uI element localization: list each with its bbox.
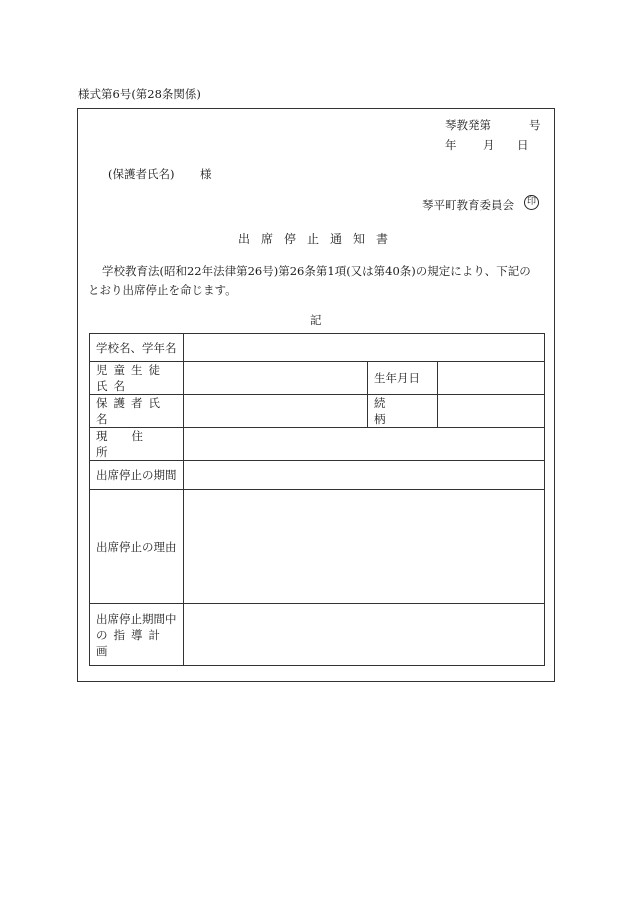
row-address <box>90 428 545 461</box>
label-relationship: 続柄 <box>368 395 438 428</box>
value-birth-date[interactable] <box>438 362 545 395</box>
issue-number <box>445 117 541 133</box>
form-number: 様式第6号(第28条関係) <box>78 87 201 101</box>
row-reason <box>90 490 545 604</box>
addressee <box>108 166 212 182</box>
label-address: 現住所 <box>90 428 184 461</box>
label-guidance <box>90 604 184 666</box>
issue-number-prefix: 琴教発第 <box>445 118 491 132</box>
document-title: 出席停止通知書 <box>238 232 400 246</box>
ki-heading: 記 <box>310 313 322 327</box>
label-guidance-line2: の指導計画 <box>96 627 166 658</box>
label-school-grade: 学校名、学年名 <box>90 334 184 362</box>
value-reason[interactable] <box>184 490 545 604</box>
label-reason: 出席停止の理由 <box>90 490 184 604</box>
row-guardian <box>90 395 545 428</box>
date-year: 年 <box>445 138 457 152</box>
date-month: 月 <box>483 138 495 152</box>
row-period <box>90 461 545 490</box>
row-student <box>90 362 545 395</box>
value-period[interactable] <box>184 461 545 490</box>
value-address[interactable] <box>184 428 545 461</box>
value-school-grade[interactable] <box>184 334 545 362</box>
label-period: 出席停止の期間 <box>90 461 184 490</box>
row-school-grade <box>90 334 545 362</box>
detail-table <box>89 333 545 666</box>
row-guidance <box>90 604 545 666</box>
label-guardian-name: 保護者氏名 <box>90 395 184 428</box>
honorific: 様 <box>200 167 212 181</box>
label-guidance-line1: 出席停止期間中 <box>96 611 177 626</box>
seal-icon: 印 <box>524 195 539 210</box>
label-student-name: 児童生徒氏名 <box>90 362 184 395</box>
issue-number-suffix: 号 <box>529 118 541 132</box>
value-guidance[interactable] <box>184 604 545 666</box>
value-relationship[interactable] <box>438 395 545 428</box>
body-text: 学校教育法(昭和22年法律第26号)第26条第1項(又は第40条)の規定により、下記のとおり出席停止を命じます。 <box>88 264 531 297</box>
addressee-name: (保護者氏名) <box>108 167 175 181</box>
value-student-name[interactable] <box>184 362 368 395</box>
date-day: 日 <box>517 138 529 152</box>
value-guardian-name[interactable] <box>184 395 368 428</box>
label-birth-date: 生年月日 <box>368 362 438 395</box>
issuer-name: 琴平町教育委員会 <box>422 198 514 212</box>
